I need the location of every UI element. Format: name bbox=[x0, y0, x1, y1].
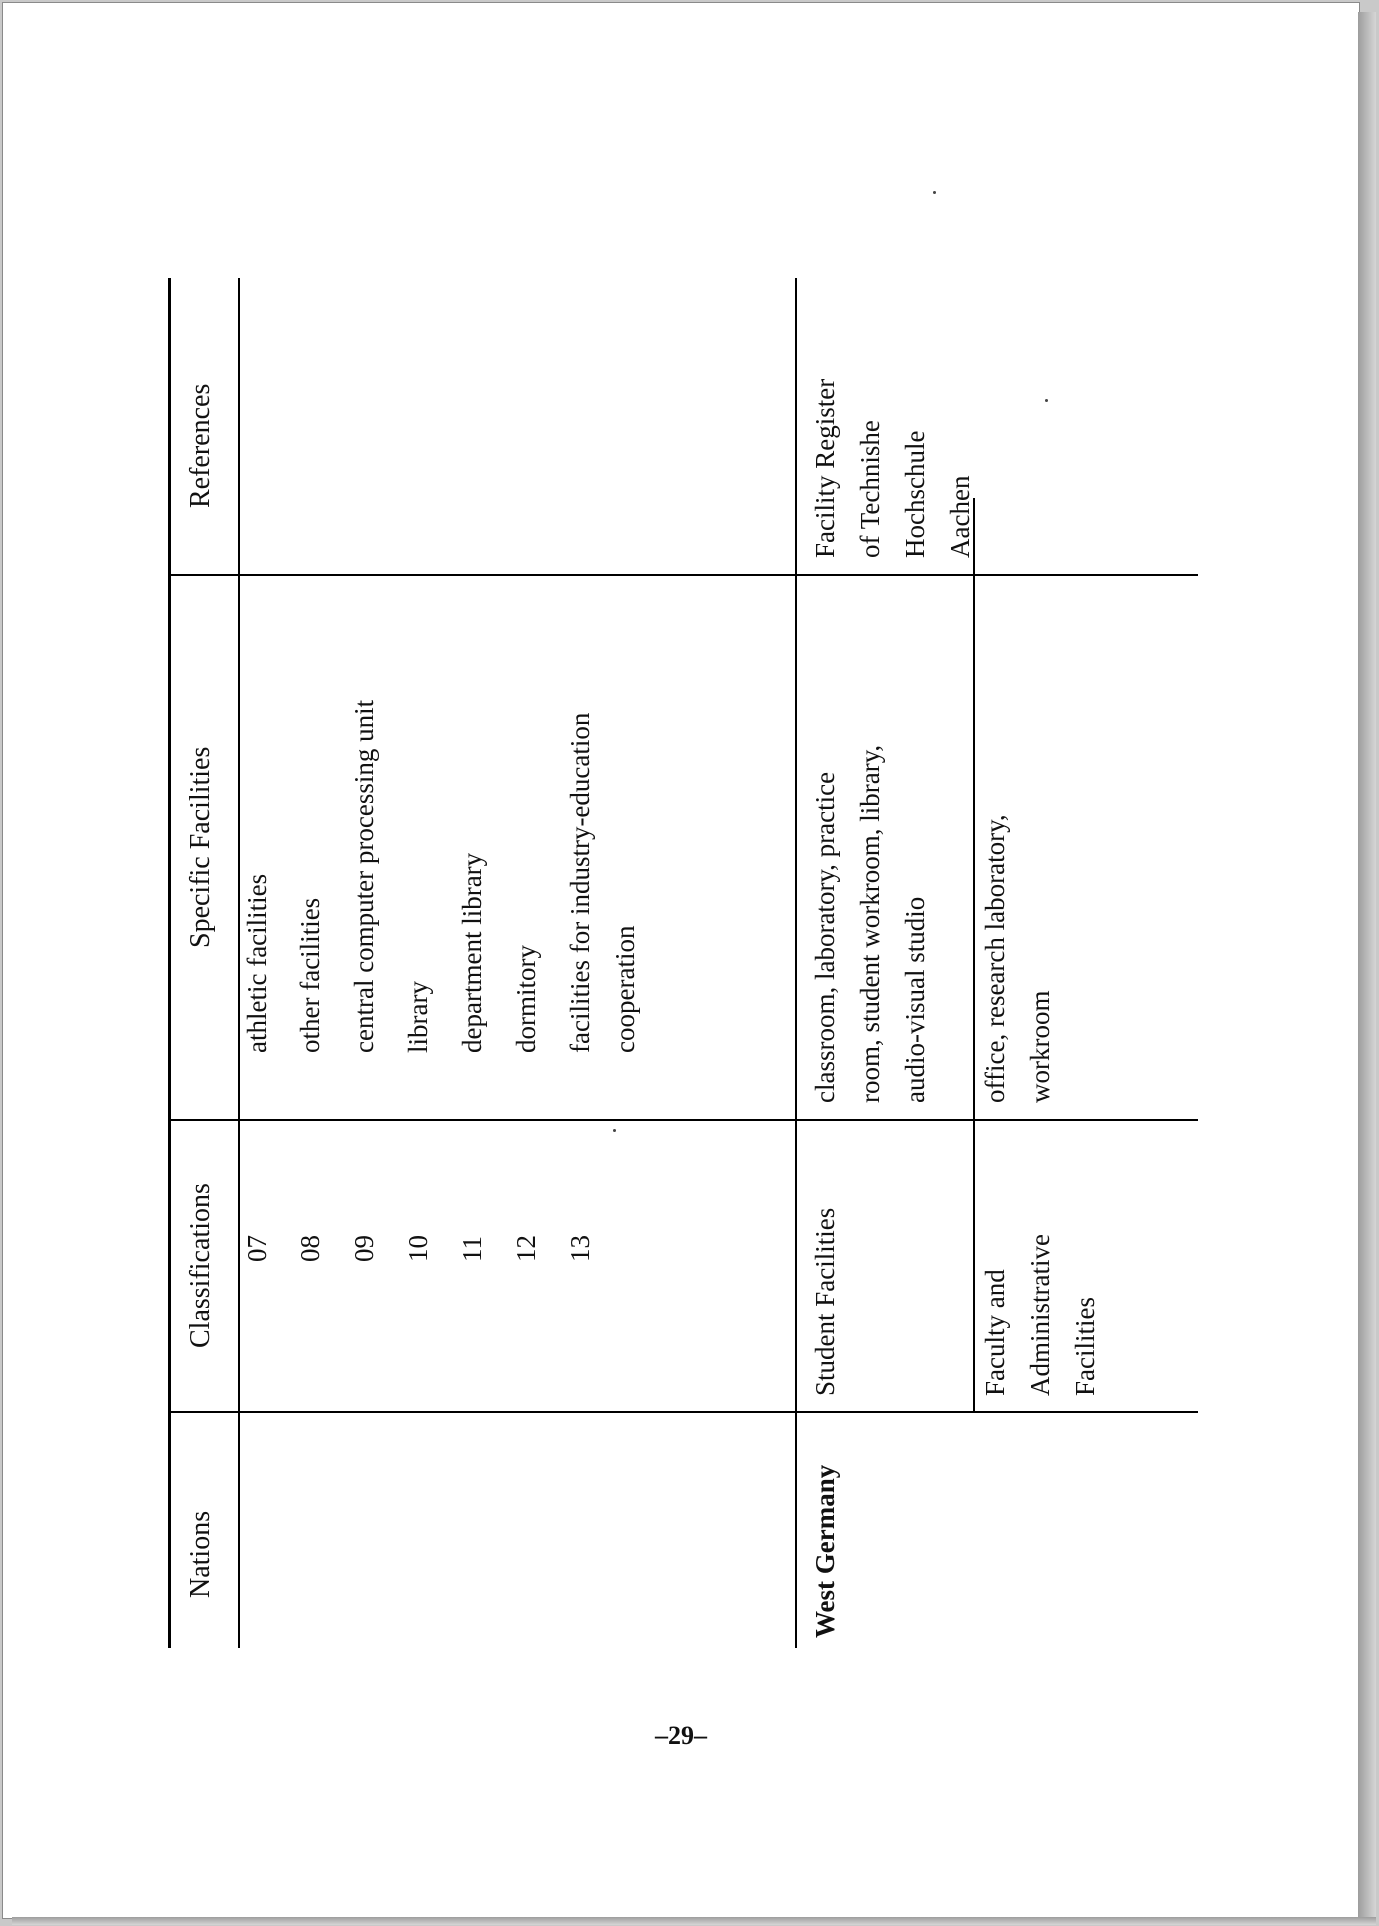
code-11: 11 bbox=[457, 1236, 487, 1262]
scan-speck bbox=[933, 191, 936, 194]
classification-student-facilities: Student Facilities bbox=[810, 1207, 840, 1396]
reference-line-4: Aachen bbox=[945, 475, 975, 558]
code-08: 08 bbox=[295, 1235, 325, 1262]
facility-08: other facilities bbox=[295, 897, 325, 1053]
section-rule bbox=[795, 278, 797, 1648]
nation-west-germany: West Germany bbox=[810, 1464, 840, 1638]
facility-13-line-1: facilities for industry-education bbox=[565, 712, 595, 1053]
facility-11: department library bbox=[457, 852, 487, 1053]
document-page bbox=[2, 2, 1360, 1919]
faculty-classification-line-2: Administrative bbox=[1025, 1234, 1055, 1396]
faculty-classification-line-1: Faculty and bbox=[980, 1269, 1010, 1396]
reference-line-2: of Technishe bbox=[855, 420, 885, 558]
code-09: 09 bbox=[349, 1235, 379, 1262]
scan-speck bbox=[613, 1129, 616, 1132]
col-rule-1 bbox=[168, 1411, 1198, 1413]
student-facility-line-1: classroom, laboratory, practice bbox=[810, 771, 840, 1103]
header-nations: Nations bbox=[185, 1510, 216, 1598]
reference-line-1: Facility Register bbox=[810, 378, 840, 558]
faculty-facility-line-2: workroom bbox=[1025, 990, 1055, 1103]
table-top-rule bbox=[168, 278, 171, 1648]
page-shadow-bottom bbox=[12, 1917, 1376, 1925]
reference-line-3: Hochschule bbox=[900, 430, 930, 558]
student-facility-line-3: audio-visual studio bbox=[900, 896, 930, 1103]
code-10: 10 bbox=[403, 1235, 433, 1262]
faculty-facility-line-1: office, research laboratory, bbox=[980, 814, 1010, 1103]
col-rule-2 bbox=[168, 1119, 1198, 1121]
facility-10: library bbox=[403, 981, 433, 1053]
code-13: 13 bbox=[565, 1235, 595, 1262]
header-specific-facilities: Specific Facilities bbox=[185, 746, 216, 948]
scan-speck bbox=[1045, 399, 1048, 402]
faculty-classification-line-3: Facilities bbox=[1070, 1297, 1100, 1396]
code-07: 07 bbox=[242, 1235, 272, 1262]
col-rule-3 bbox=[168, 574, 1198, 576]
facility-09: central computer processing unit bbox=[349, 699, 379, 1053]
header-references: References bbox=[185, 383, 216, 508]
page-shadow-right bbox=[1358, 12, 1376, 1924]
page-number: –29– bbox=[655, 1721, 707, 1750]
facility-13-line-2: cooperation bbox=[610, 925, 640, 1053]
header-classifications: Classifications bbox=[185, 1183, 216, 1348]
rotated-table bbox=[168, 278, 1198, 1648]
facility-12: dormitory bbox=[511, 945, 541, 1053]
code-12: 12 bbox=[511, 1235, 541, 1262]
facility-07: athletic facilities bbox=[242, 873, 272, 1053]
student-facility-line-2: room, student workroom, library, bbox=[855, 744, 885, 1103]
